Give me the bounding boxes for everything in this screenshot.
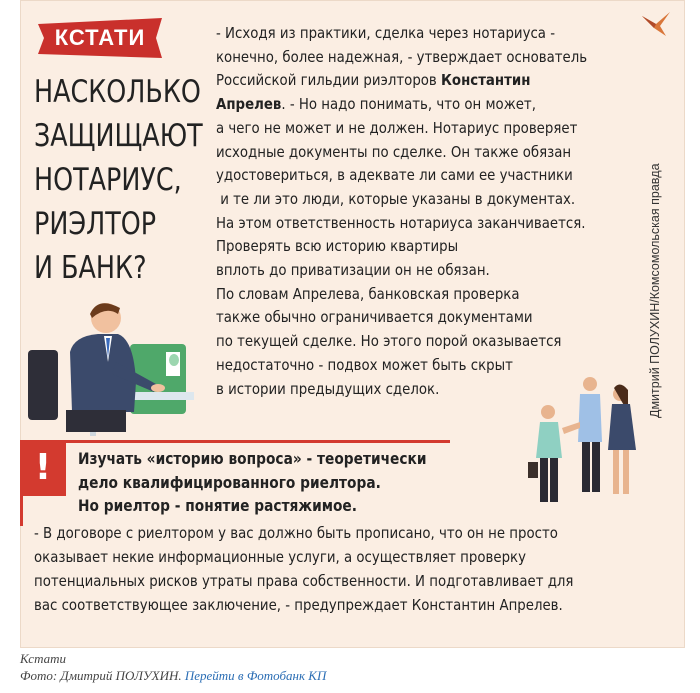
body-line: по текущей сделке. Но этого порой оказывается	[216, 332, 562, 351]
body-line: исходные документы по сделке. Он также обязан	[216, 142, 572, 161]
body-line	[216, 69, 577, 93]
closing-line: вас соответствующее заключение, - предупреждает Константин Апрелев.	[34, 596, 563, 614]
body-line: недостаточно - подвох может быть скрыт	[216, 355, 513, 374]
image-caption	[20, 650, 326, 684]
body-line-text: Российской гильдии риэлторов	[216, 71, 437, 90]
closing-quote	[34, 521, 661, 617]
caption-photo-credit: Фото: Дмитрий ПОЛУХИН.	[20, 668, 182, 683]
headline-line: НОТАРИУС,	[34, 162, 182, 198]
body-line: - Исходя из практики, сделка через нотариуса -	[216, 24, 556, 42]
person-name: Константин	[441, 71, 531, 90]
body-line-text: . - Но надо понимать, что он может,	[281, 95, 536, 114]
body-line: вплоть до приватизации он не обязан.	[216, 261, 490, 280]
body-line: На этом ответственность нотариуса заканчивается.	[216, 213, 586, 232]
realtor-at-desk-illustration	[26, 292, 196, 437]
body-line: также обычно ограничивается документами	[216, 308, 533, 327]
warning-line: Но риелтор - понятие растяжимое.	[78, 496, 357, 516]
vertical-photo-credit: Дмитрий ПОЛУХИН/Комсомольская правда	[648, 163, 662, 418]
body-line: и те ли это люди, которые указаны в документах.	[216, 189, 576, 208]
caption-title: Кстати	[20, 651, 67, 666]
body-line: в истории предыдущих сделок.	[216, 379, 440, 398]
body-line: конечно, более надежная, - утверждает основатель	[216, 47, 588, 66]
body-line: По словам Апрелева, банковская проверка	[216, 284, 520, 303]
kp-bird-logo	[640, 10, 674, 38]
handshake-people-illustration	[518, 372, 648, 512]
headline	[34, 70, 204, 290]
body-line: удостовериться, в адеквате ли сами ее участники	[216, 166, 573, 185]
body-line: а чего не может и не должен. Нотариус проверяет	[216, 118, 578, 137]
badge-label: КСТАТИ	[54, 25, 146, 50]
warning-line: дело квалифицированного риелтора.	[78, 472, 381, 492]
headline-line: НАСКОЛЬКО	[34, 74, 201, 110]
body-line: Проверять всю историю квартиры	[216, 237, 459, 256]
headline-line: И БАНК?	[34, 250, 147, 286]
body-text	[216, 22, 636, 401]
headline-line: ЗАЩИЩАЮТ	[34, 118, 203, 154]
caption-credit-line	[20, 667, 326, 684]
closing-line: оказывает некие информационные услуги, а осуществляет проверку	[34, 548, 526, 566]
photobank-link[interactable]: Перейти в Фотобанк КП	[184, 668, 327, 683]
headline-line: РИЭЛТОР	[34, 206, 157, 242]
closing-line: - В договоре с риелтором у вас должно быть прописано, что он не просто	[34, 524, 558, 542]
warning-text	[78, 447, 483, 518]
closing-line: потенциальных рисков утраты права собственности. И подготавливает для	[34, 572, 574, 590]
body-line	[216, 93, 577, 117]
warning-line: Изучать «историю вопроса» - теоретически	[78, 449, 427, 468]
person-surname: Апрелев	[216, 95, 282, 114]
exclamation-icon: !	[34, 447, 52, 488]
